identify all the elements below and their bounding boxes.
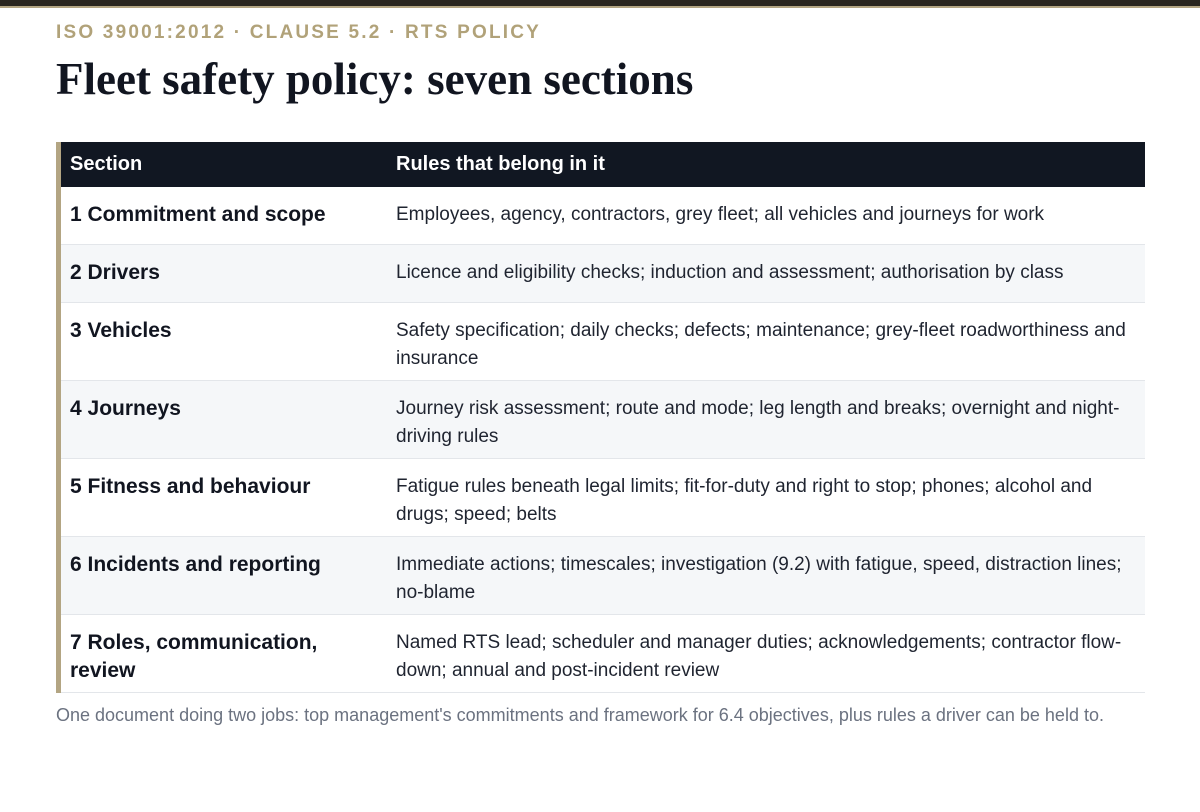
table-row bbox=[61, 380, 1145, 458]
policy-table-container bbox=[56, 142, 1145, 693]
table-row bbox=[61, 302, 1145, 380]
kicker: ISO 39001:2012 · CLAUSE 5.2 · RTS POLICY bbox=[56, 22, 542, 43]
section-cell: 7 Roles, communication, review bbox=[61, 614, 387, 692]
table-header-row bbox=[61, 142, 1145, 187]
section-cell: 3 Vehicles bbox=[61, 302, 387, 380]
rules-cell: Safety specification; daily checks; defects; maintenance; grey-fleet roadworthiness and insurance bbox=[387, 302, 1145, 380]
rules-cell: Named RTS lead; scheduler and manager duties; acknowledgements; contractor flow-down; annual and post-incident review bbox=[387, 614, 1145, 692]
rules-cell: Journey risk assessment; route and mode; leg length and breaks; overnight and night-driving rules bbox=[387, 380, 1145, 458]
section-cell: 2 Drivers bbox=[61, 244, 387, 302]
section-cell: 5 Fitness and behaviour bbox=[61, 458, 387, 536]
footnote: One document doing two jobs: top management's commitments and framework for 6.4 objectives, plus rules a driver can be held to. bbox=[56, 705, 1104, 725]
top-rule bbox=[0, 0, 1200, 8]
page-title: Fleet safety policy: seven sections bbox=[56, 54, 694, 104]
table-row bbox=[61, 187, 1145, 244]
table-row bbox=[61, 244, 1145, 302]
table-row bbox=[61, 458, 1145, 536]
rules-cell: Fatigue rules beneath legal limits; fit-for-duty and right to stop; phones; alcohol and drugs; speed; belts bbox=[387, 458, 1145, 536]
rules-cell: Employees, agency, contractors, grey fleet; all vehicles and journeys for work bbox=[387, 187, 1145, 244]
rules-cell: Immediate actions; timescales; investigation (9.2) with fatigue, speed, distraction lines; no-blame bbox=[387, 536, 1145, 614]
column-header-section: Section bbox=[70, 153, 143, 175]
section-cell: 6 Incidents and reporting bbox=[61, 536, 387, 614]
section-cell: 1 Commitment and scope bbox=[61, 187, 387, 244]
column-header-rules: Rules that belong in it bbox=[396, 153, 605, 175]
table-row bbox=[61, 536, 1145, 614]
section-cell: 4 Journeys bbox=[61, 380, 387, 458]
policy-sections-table bbox=[61, 142, 1145, 693]
rules-cell: Licence and eligibility checks; induction and assessment; authorisation by class bbox=[387, 244, 1145, 302]
table-row bbox=[61, 614, 1145, 692]
